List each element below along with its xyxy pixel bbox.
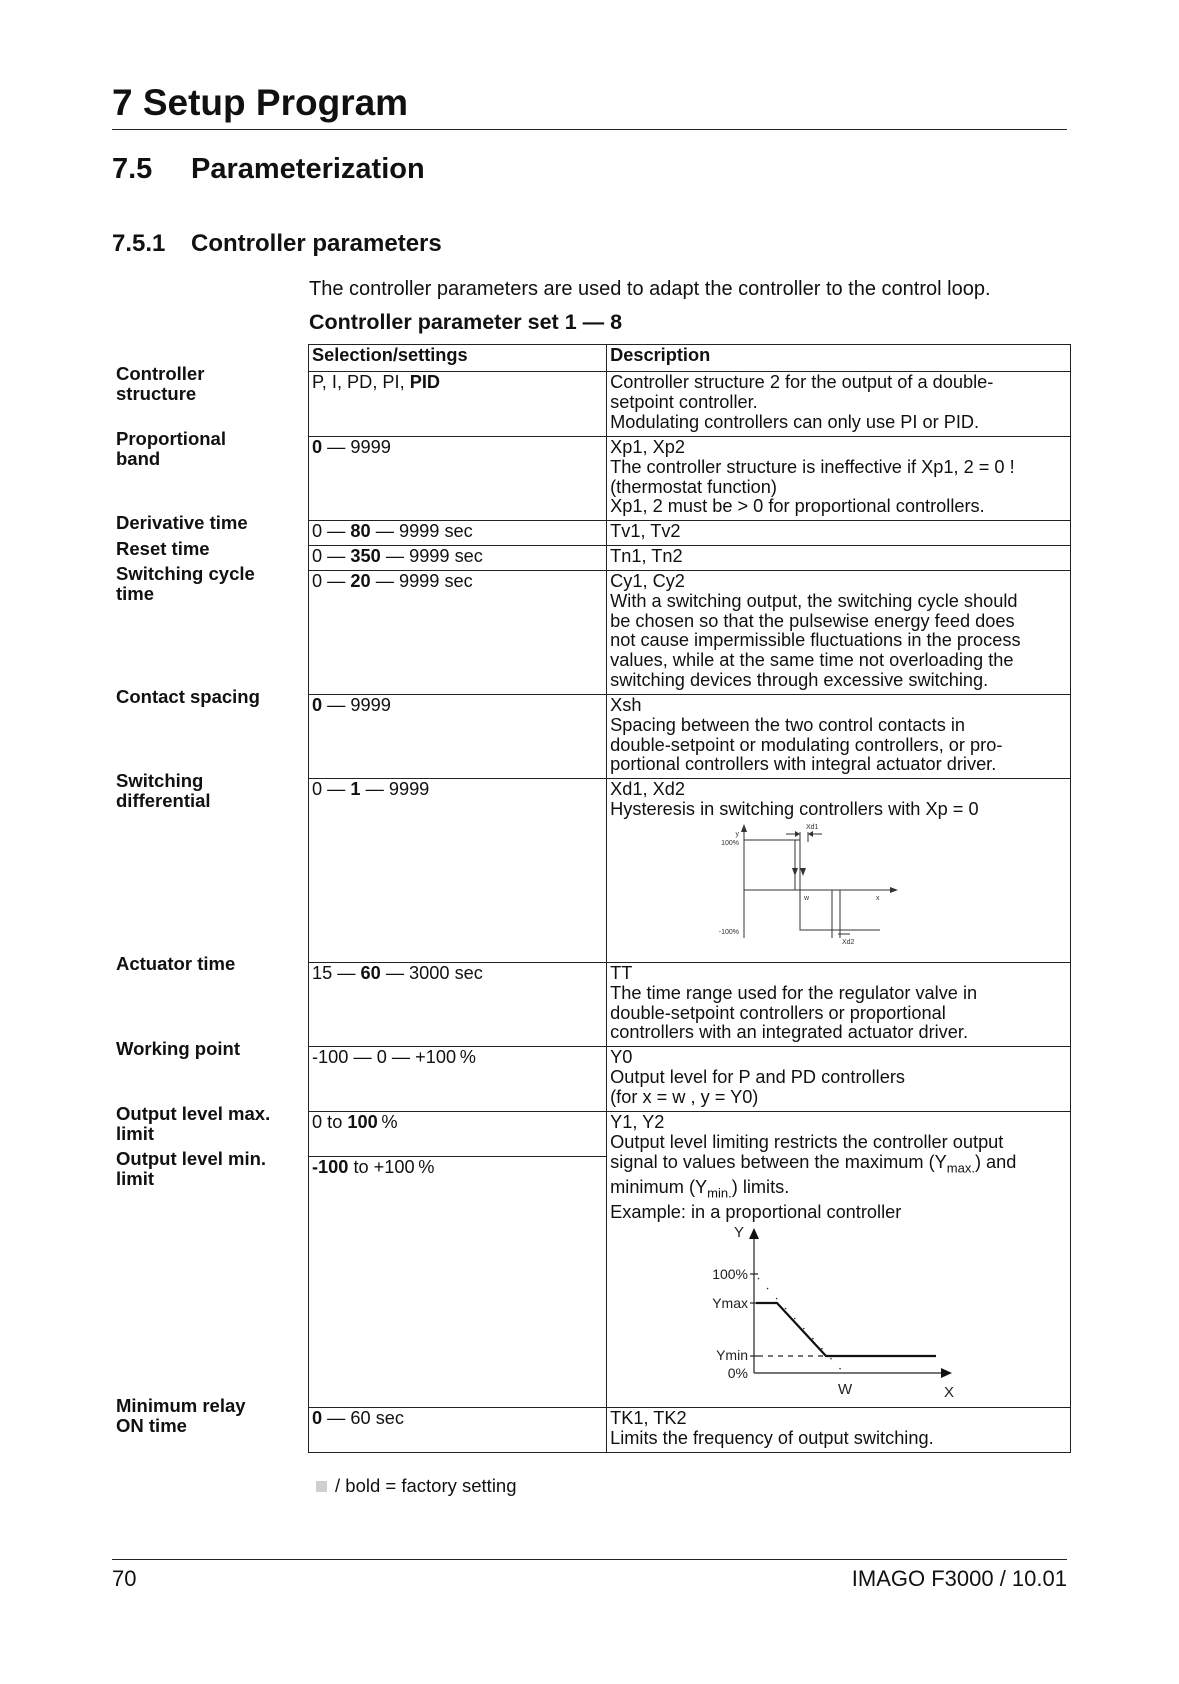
intro-paragraph: The controller parameters are used to adapt the controller to the control loop. [309,278,991,300]
y-axis-label: Y [734,1224,745,1242]
selection-cell: 0 — 20 — 9999 sec [309,571,607,695]
row-label-output-max: Output level max. limit [116,1103,271,1144]
row-label-working-point: Working point [116,1038,240,1059]
hysteresis-diagram [610,820,1062,946]
subsection-number: 7.5.1 [112,230,166,257]
row-label-actuator-time: Actuator time [116,953,236,974]
chapter-title: 7 Setup Program [112,82,409,123]
row-label-switching-cycle-time: Switching cycle time [116,563,255,604]
description-cell: Tv1, Tv2 [607,521,1071,546]
selection-cell: 0 — 80 — 9999 sec [309,521,607,546]
output-limit-diagram [610,1223,1062,1398]
tick-ymax-label: Ymax [712,1295,749,1312]
selection-cell: -100 to +100 % [309,1157,607,1408]
x-label: x [876,894,880,902]
table-row [309,546,1071,571]
y-bottom-label: -100% [718,928,740,936]
table-row [309,1047,1071,1112]
selection-cell: 0 to 100 % [309,1112,607,1157]
chapter-divider [112,129,1067,130]
description-cell: Cy1, Cy2 With a switching output, the switching cycle should be chosen so that the pulsewise energy feed does not cause impermissible fluctuations in the process values, while at the same time not overloading the switching devices through excessive switching. [607,571,1071,695]
hysteresis-curve [744,840,880,930]
table-row [309,521,1071,546]
row-label-minimum-relay: Minimum relay ON time [116,1395,246,1436]
selection-cell: 0 — 1 — 9999 [309,779,607,963]
legend [316,1475,517,1497]
description-cell: Xd1, Xd2 Hysteresis in switching controllers with Xp = 0 y 100% -100% w x Xd1 Xd2 [607,779,1071,963]
row-label-contact-spacing: Contact spacing [116,686,260,707]
table-row [309,571,1071,695]
subsection-title: Controller parameters [191,230,442,257]
description-cell: Tn1, Tn2 [607,546,1071,571]
factory-setting-swatch [316,1481,327,1492]
tick-ymin-label: Ymin [716,1347,749,1364]
legend-text: / bold = factory setting [335,1475,517,1496]
row-label-output-min: Output level min. limit [116,1148,267,1189]
selection-cell: P, I, PD, PI, PID [309,372,607,437]
section-number: 7.5 [112,153,153,185]
table-row [309,695,1071,779]
column-header-description: Description [607,345,1071,372]
column-header-selection: Selection/settings [309,345,607,372]
xd2-label: Xd2 [842,938,855,946]
row-label-proportional-band: Proportional band [116,428,226,469]
controller-parameter-table [308,344,1071,1453]
w-label: w [804,894,810,902]
x-label: X [944,1384,955,1399]
table-row [309,372,1071,437]
row-label-controller-structure: Controller structure [116,363,205,404]
row-label-switching-differential: Switching differential [116,770,211,811]
w-label: W [838,1381,853,1399]
table-header-row [309,345,1071,372]
footer-divider [112,1559,1067,1560]
description-cell: Y1, Y2 Output level limiting restricts the controller output signal to values between the maximum $(Y_{max.})$ and minimum $(Y_{min.})$ limits. Example: in a proportional controller Y 100% Ymax Ymin 0% W X [607,1112,1071,1408]
selection-cell: 0 — 60 sec [309,1408,607,1453]
tick-0-label: 0% [727,1365,749,1382]
selection-cell: 0 — 9999 [309,695,607,779]
description-cell: Controller structure 2 for the output of a double- setpoint controller. Modulating controllers can only use PI or PID. [607,372,1071,437]
document-id: IMAGO F3000 / 10.01 [851,1566,1067,1591]
description-cell: Xsh Spacing between the two control contacts in double-setpoint or modulating controllers, or pro- portional controllers with integral actuator driver. [607,695,1071,779]
description-cell: TK1, TK2 Limits the frequency of output switching. [607,1408,1071,1453]
row-label-reset-time: Reset time [116,538,210,559]
y-axis-label: y [735,830,740,838]
page-number: 70 [112,1566,137,1591]
table-row [309,1112,1071,1157]
xd1-label: Xd1 [806,823,819,831]
selection-cell: 0 — 350 — 9999 sec [309,546,607,571]
description-cell: TT The time range used for the regulator valve in double-setpoint controllers or proportional controllers with an integrated actuator driver. [607,963,1071,1047]
section-title: Parameterization [191,153,425,185]
table-row [309,779,1071,963]
table-row [309,1408,1071,1453]
description-cell: Y0 Output level for P and PD controllers (for x = w , y = Y0) [607,1047,1071,1112]
description-cell: Xp1, Xp2 The controller structure is ineffective if Xp1, 2 = 0 ! (thermostat function) Xp1, 2 must be > 0 for proportional controllers. [607,437,1071,521]
table-title: Controller parameter set 1 — 8 [309,310,623,334]
table-row [309,963,1071,1047]
limit-curve [756,1303,936,1356]
selection-cell: 15 — 60 — 3000 sec [309,963,607,1047]
tick-100-label: 100% [712,1266,749,1283]
selection-cell: -100 — 0 — +100 % [309,1047,607,1112]
selection-cell: 0 — 9999 [309,437,607,521]
row-label-derivative-time: Derivative time [116,512,248,533]
table-row [309,437,1071,521]
y-top-label: 100% [721,839,740,847]
